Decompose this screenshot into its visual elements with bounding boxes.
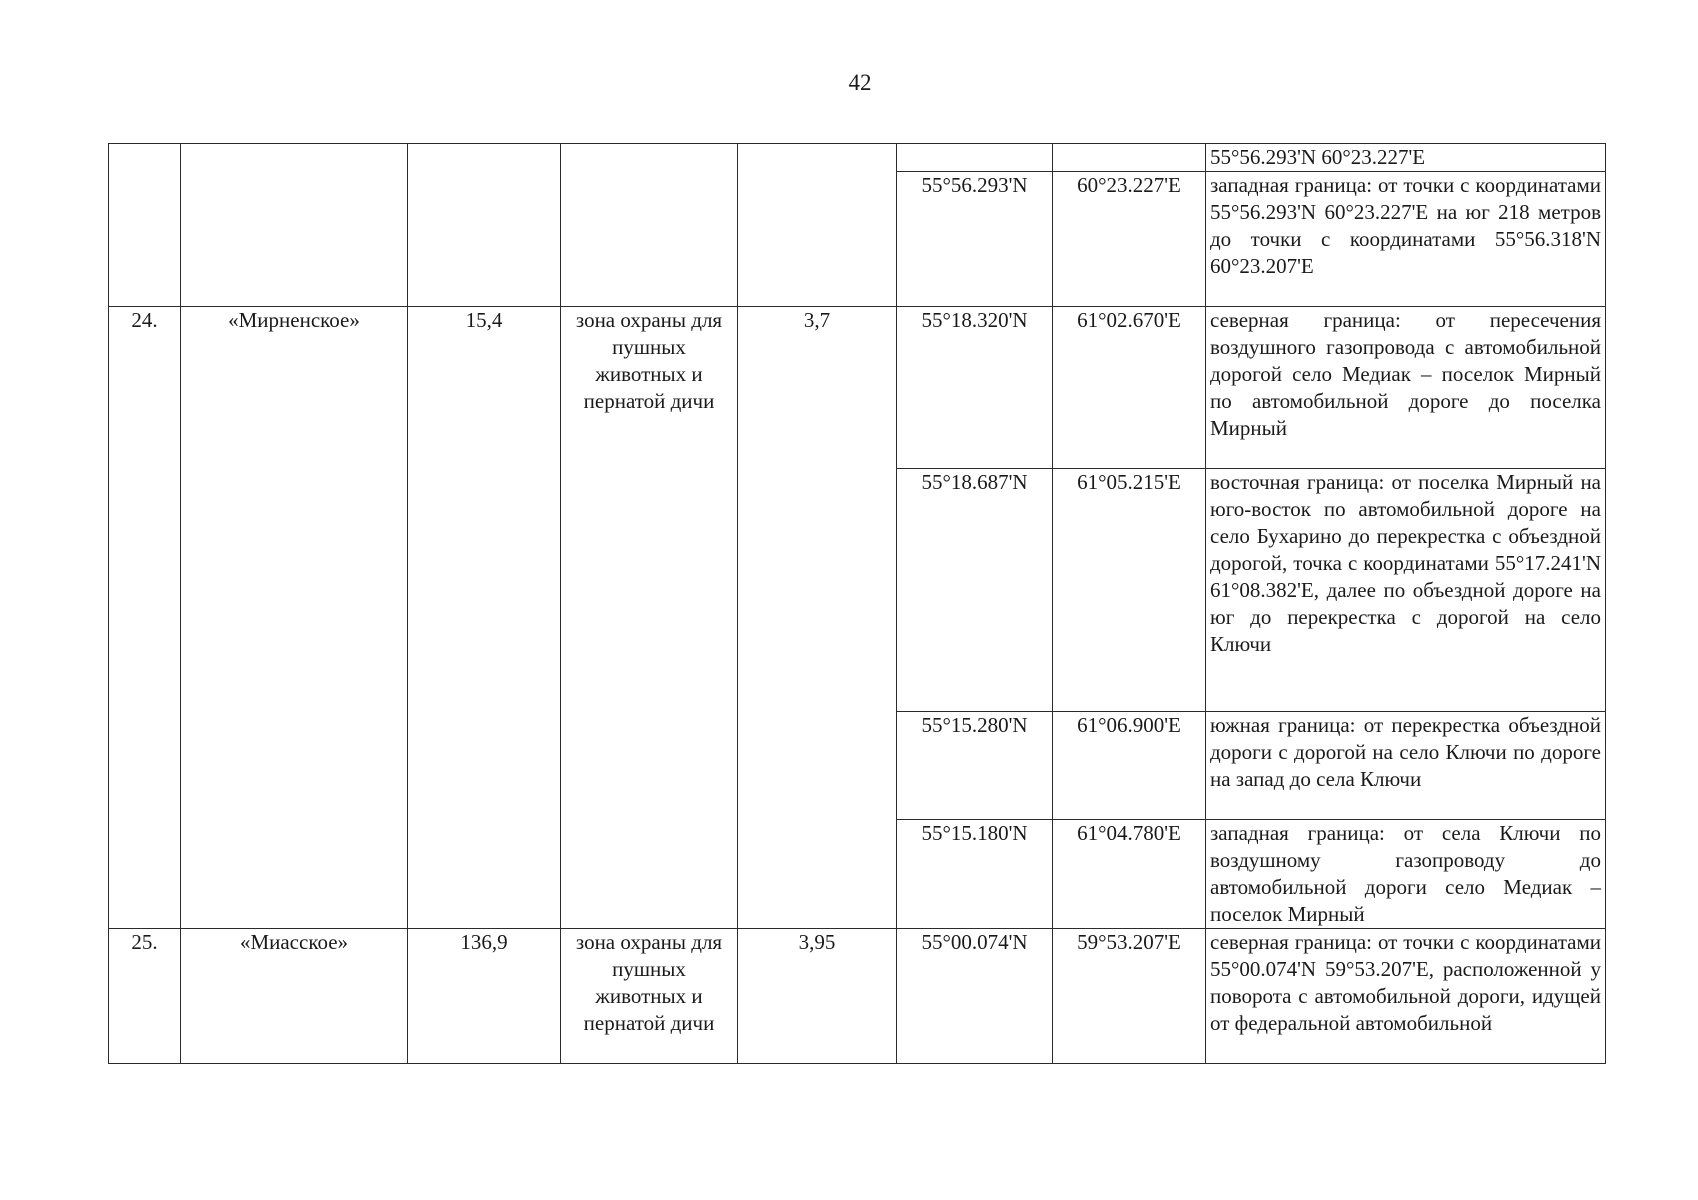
cell-lon: 59°53.207'E <box>1053 929 1206 1064</box>
cell-lat: 55°15.180'N <box>897 820 1053 929</box>
cell-lon: 61°05.215'E <box>1053 469 1206 712</box>
cell-boundary-desc: 55°56.293'N 60°23.227'E <box>1206 144 1606 172</box>
cell-lon: 61°02.670'E <box>1053 307 1206 469</box>
cell-area: 136,9 <box>408 929 561 1064</box>
cell-type: зона охраны для пушных животных и пернатой дичи <box>561 307 738 929</box>
table-row <box>109 144 1606 172</box>
cell-lat: 55°15.280'N <box>897 712 1053 820</box>
cell-boundary-desc: восточная граница: от поселка Мирный на юго-восток по автомобильной дороге на село Бухарино до перекрестка с объездной дорогой, точка с координатами 55°17.241'N 61°08.382'E, далее по объездной дороге на юг до перекрестка с дорогой на село Ключи <box>1206 469 1606 712</box>
cell-lon: 61°06.900'E <box>1053 712 1206 820</box>
cell-name: «Миасское» <box>181 929 408 1064</box>
cell-lat: 55°00.074'N <box>897 929 1053 1064</box>
cell-lon: 60°23.227'E <box>1053 172 1206 307</box>
page-number: 42 <box>848 70 872 95</box>
cell-name: «Мирненское» <box>181 307 408 929</box>
cell-boundary-desc: северная граница: от пересечения воздушного газопровода с автомобильной дорогой село Медиак – поселок Мирный по автомобильной дороге до поселка Мирный <box>1206 307 1606 469</box>
cell-area: 15,4 <box>408 307 561 929</box>
hunting-grounds-table <box>108 143 1606 1064</box>
table-row <box>109 929 1606 1064</box>
cell-num: 25. <box>109 929 181 1064</box>
cell-lat: 55°56.293'N <box>897 172 1053 307</box>
cell-name <box>181 144 408 307</box>
cell-type <box>561 144 738 307</box>
cell-num <box>109 144 181 307</box>
table-row <box>109 307 1606 469</box>
cell-boundary-desc: южная граница: от перекрестка объездной дороги с дорогой на село Ключи по дороге на запад до села Ключи <box>1206 712 1606 820</box>
cell-boundary-desc: западная граница: от села Ключи по воздушному газопроводу до автомобильной дороги село Медиак – поселок Мирный <box>1206 820 1606 929</box>
cell-boundary-desc: западная граница: от точки с координатами 55°56.293'N 60°23.227'E на юг 218 метров до точки с координатами 55°56.318'N 60°23.207'E <box>1206 172 1606 307</box>
cell-num: 24. <box>109 307 181 929</box>
cell-area <box>408 144 561 307</box>
cell-lon: 61°04.780'E <box>1053 820 1206 929</box>
cell-lat <box>897 144 1053 172</box>
cell-boundary-desc: северная граница: от точки с координатами 55°00.074'N 59°53.207'E, расположенной у поворота с автомобильной дороги, идущей от федеральной автомобильной <box>1206 929 1606 1064</box>
cell-dist: 3,95 <box>738 929 897 1064</box>
cell-dist: 3,7 <box>738 307 897 929</box>
cell-lon <box>1053 144 1206 172</box>
cell-lat: 55°18.687'N <box>897 469 1053 712</box>
cell-lat: 55°18.320'N <box>897 307 1053 469</box>
cell-dist <box>738 144 897 307</box>
cell-type: зона охраны для пушных животных и пернатой дичи <box>561 929 738 1064</box>
